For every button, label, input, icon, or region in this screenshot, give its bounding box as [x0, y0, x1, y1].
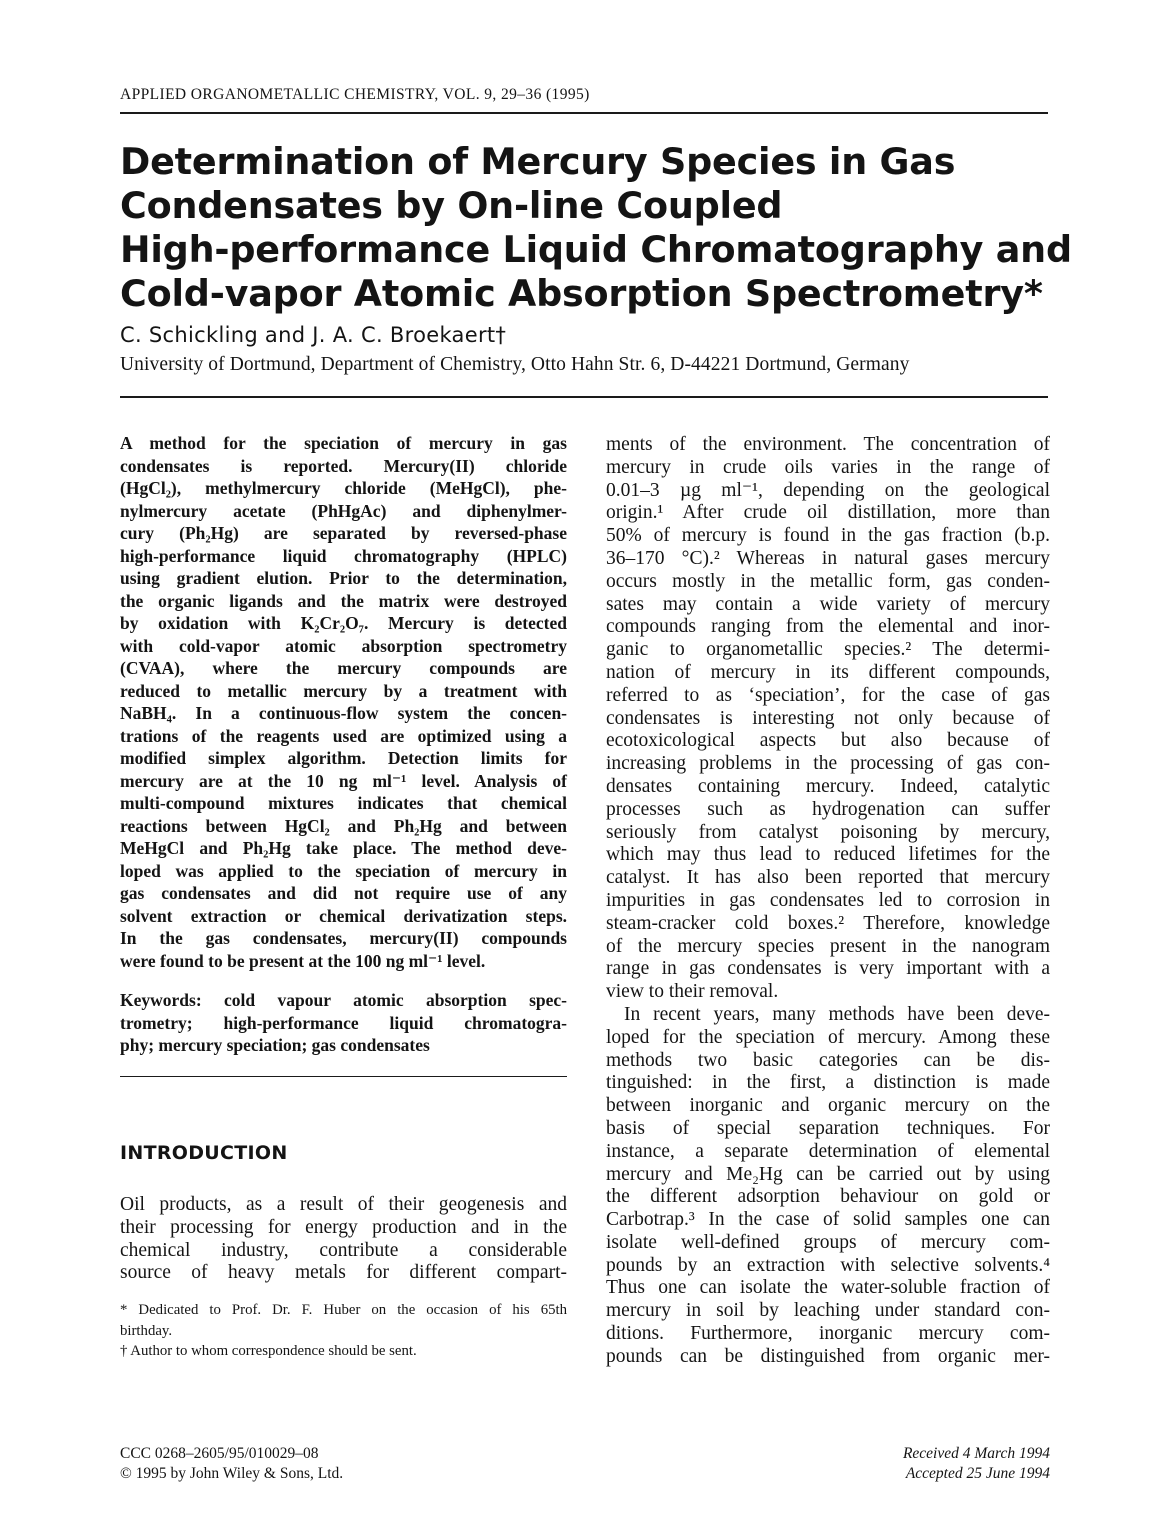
body-line: compounds ranging from the elemental and inor- — [606, 616, 1050, 638]
abstract-line: NaBH₄. In a continuous-flow system the concen- — [120, 703, 567, 723]
body-line: 0.01–3 µg ml⁻¹, depending on the geological — [606, 479, 1050, 501]
body-line: which may thus lead to reduced lifetimes for the — [606, 844, 1050, 866]
abstract-line: condensates is reported. Mercury(II) chloride — [120, 455, 567, 476]
body-line: referred to as ‘speciation’, for the case of gas — [606, 684, 1050, 706]
abstract-line: reduced to metallic mercury by a treatment with — [120, 680, 567, 701]
body-line: isolate well-defined groups of mercury com- — [606, 1231, 1050, 1253]
body-line: ganic to organometallic species.² The determi- — [606, 639, 1050, 661]
body-line: Carbotrap.³ In the case of solid samples one can — [606, 1209, 1050, 1231]
body-line: Oil products, as a result of their geogenesis and — [120, 1194, 567, 1215]
body-line: of the mercury species present in the nanogram — [606, 935, 1050, 957]
body-line: methods two basic categories can be dis- — [606, 1049, 1050, 1071]
accepted-date: Accepted 25 June 1994 — [905, 1464, 1050, 1482]
copyright-notice: © 1995 by John Wiley & Sons, Ltd. — [120, 1464, 344, 1482]
abstract-line: trations of the reagents used are optimized using a — [120, 725, 567, 746]
title-line: High-performance Liquid Chromatography and — [120, 228, 1072, 271]
body-line: ditions. Furthermore, inorganic mercury com- — [606, 1323, 1050, 1345]
abstract-line: In the gas condensates, mercury(II) compounds — [120, 928, 567, 948]
body-line: origin.¹ After crude oil distillation, more than — [606, 502, 1050, 524]
keywords-line: trometry; high-performance liquid chromatogra- — [120, 1012, 567, 1033]
abstract-line: (HgCl₂), methylmercury chloride (MeHgCl), phe- — [120, 478, 567, 498]
body-line: pounds by an extraction with selective solvents.⁴ — [606, 1254, 1050, 1276]
abstract-line: A method for the speciation of mercury in gas — [120, 433, 567, 453]
body-line: catalyst. It has also been reported that mercury — [606, 867, 1050, 889]
abstract-line: multi-compound mixtures indicates that chemical — [120, 793, 567, 813]
keywords-line: Keywords: cold vapour atomic absorption spec- — [120, 990, 567, 1010]
abstract-line: solvent extraction or chemical derivatization steps. — [120, 905, 567, 926]
body-line: source of heavy metals for different compart- — [120, 1262, 567, 1284]
body-line: view to their removal. — [606, 981, 779, 1003]
body-line: Thus one can isolate the water-soluble fraction of — [606, 1277, 1050, 1299]
abstract-line: gas condensates and did not require use of any — [120, 883, 567, 903]
body-line: In recent years, many methods have been deve- — [624, 1003, 1050, 1025]
abstract-line: the organic ligands and the matrix were destroyed — [120, 590, 567, 611]
title-line: Condensates by On-line Coupled — [120, 184, 783, 227]
header-rule — [120, 112, 1048, 114]
body-line: impurities in gas condensates led to corrosion in — [606, 889, 1050, 911]
abstract — [120, 432, 567, 972]
keywords — [120, 989, 567, 1057]
right-column — [606, 434, 1050, 1369]
authors: C. Schickling and J. A. C. Broekaert† — [120, 323, 507, 347]
body-line: processes such as hydrogenation can suffer — [606, 798, 1050, 820]
body-line: steam-cracker cold boxes.² Therefore, knowledge — [606, 912, 1050, 934]
footnotes — [120, 1300, 567, 1362]
abstract-line: cury (Ph₂Hg) are separated by reversed-phase — [120, 523, 567, 543]
abstract-line: reactions between HgCl₂ and Ph₂Hg and between — [120, 815, 567, 836]
ccc-code: CCC 0268–2605/95/010029–08 — [120, 1445, 319, 1462]
body-line: 36–170 °C).² Whereas in natural gases mercury — [606, 547, 1050, 569]
body-line: mercury and Me₂Hg can be carried out by using — [606, 1163, 1050, 1185]
title-block-rule — [120, 396, 1048, 398]
abstract-line: by oxidation with K₂Cr₂O₇. Mercury is detected — [120, 613, 567, 633]
abstract-line: nylmercury acetate (PhHgAc) and diphenylmer- — [120, 500, 567, 521]
abstract-line: loped was applied to the speciation of mercury in — [120, 860, 567, 881]
paper-title — [120, 140, 1072, 316]
abstract-line: mercury are at the 10 ng ml⁻¹ level. Analysis of — [120, 770, 567, 791]
body-line: sates may contain a wide variety of mercury — [606, 593, 1050, 615]
abstract-rule — [120, 1076, 567, 1077]
body-line: occurs mostly in the metallic form, gas conden- — [606, 570, 1050, 592]
body-line: pounds can be distinguished from organic mer- — [606, 1345, 1050, 1367]
body-line: 50% of mercury is found in the gas fraction (b.p. — [606, 525, 1050, 547]
body-line: basis of special separation techniques. For — [606, 1117, 1050, 1139]
body-line: between inorganic and organic mercury on the — [606, 1095, 1050, 1117]
abstract-line: were found to be present at the 100 ng ml⁻¹ level. — [120, 950, 486, 971]
received-dates — [850, 1444, 1050, 1483]
abstract-line: using gradient elution. Prior to the determination, — [120, 568, 567, 588]
title-line: Determination of Mercury Species in Gas — [120, 140, 956, 183]
keywords-line: phy; mercury speciation; gas condensates — [120, 1035, 430, 1055]
abstract-line: modified simplex algorithm. Detection limits for — [120, 748, 567, 768]
body-line: loped for the speciation of mercury. Among these — [606, 1026, 1050, 1048]
body-line: their processing for energy production and in the — [120, 1216, 567, 1238]
received-date: Received 4 March 1994 — [902, 1445, 1050, 1462]
journal-header: APPLIED ORGANOMETALLIC CHEMISTRY, VOL. 9, 29–36 (1995) — [120, 86, 590, 103]
footnote-line: * Dedicated to Prof. Dr. F. Huber on the occasion of his 65th — [120, 1302, 567, 1318]
section-heading: INTRODUCTION — [120, 1142, 288, 1164]
copyright-block — [120, 1444, 343, 1483]
title-line: Cold-vapor Atomic Absorption Spectrometry* — [120, 272, 1043, 315]
body-line: ments of the environment. The concentration of — [606, 434, 1050, 455]
affiliation: University of Dortmund, Department of Chemistry, Otto Hahn Str. 6, D-44221 Dortmund, Germany — [120, 354, 910, 375]
footnote-line: birthday. — [120, 1322, 173, 1339]
abstract-line: high-performance liquid chromatography (HPLC) — [120, 545, 567, 566]
abstract-line: (CVAA), where the mercury compounds are — [120, 658, 567, 678]
intro-paragraph — [120, 1194, 567, 1285]
body-line: increasing problems in the processing of gas con- — [606, 753, 1050, 775]
body-line: mercury in crude oils varies in the range of — [606, 456, 1050, 478]
body-line: tinguished: in the first, a distinction is made — [606, 1072, 1050, 1094]
body-line: range in gas condensates is very important with a — [606, 958, 1050, 980]
body-line: mercury in soil by leaching under standard con- — [606, 1300, 1050, 1322]
abstract-line: with cold-vapor atomic absorption spectrometry — [120, 635, 567, 656]
body-line: the different adsorption behaviour on gold or — [606, 1186, 1050, 1208]
body-line: nation of mercury in its different compounds, — [606, 661, 1050, 683]
body-line: ecotoxicological aspects but also because of — [606, 730, 1050, 752]
body-line: seriously from catalyst poisoning by mercury, — [606, 821, 1050, 843]
body-line: condensates is interesting not only because of — [606, 707, 1050, 729]
body-line: densates containing mercury. Indeed, catalytic — [606, 775, 1050, 797]
body-line: instance, a separate determination of elemental — [606, 1140, 1050, 1162]
footnote-line: † Author to whom correspondence should be sent. — [120, 1343, 417, 1359]
body-line: chemical industry, contribute a considerable — [120, 1239, 567, 1261]
abstract-line: MeHgCl and Ph₂Hg take place. The method deve- — [120, 838, 567, 858]
